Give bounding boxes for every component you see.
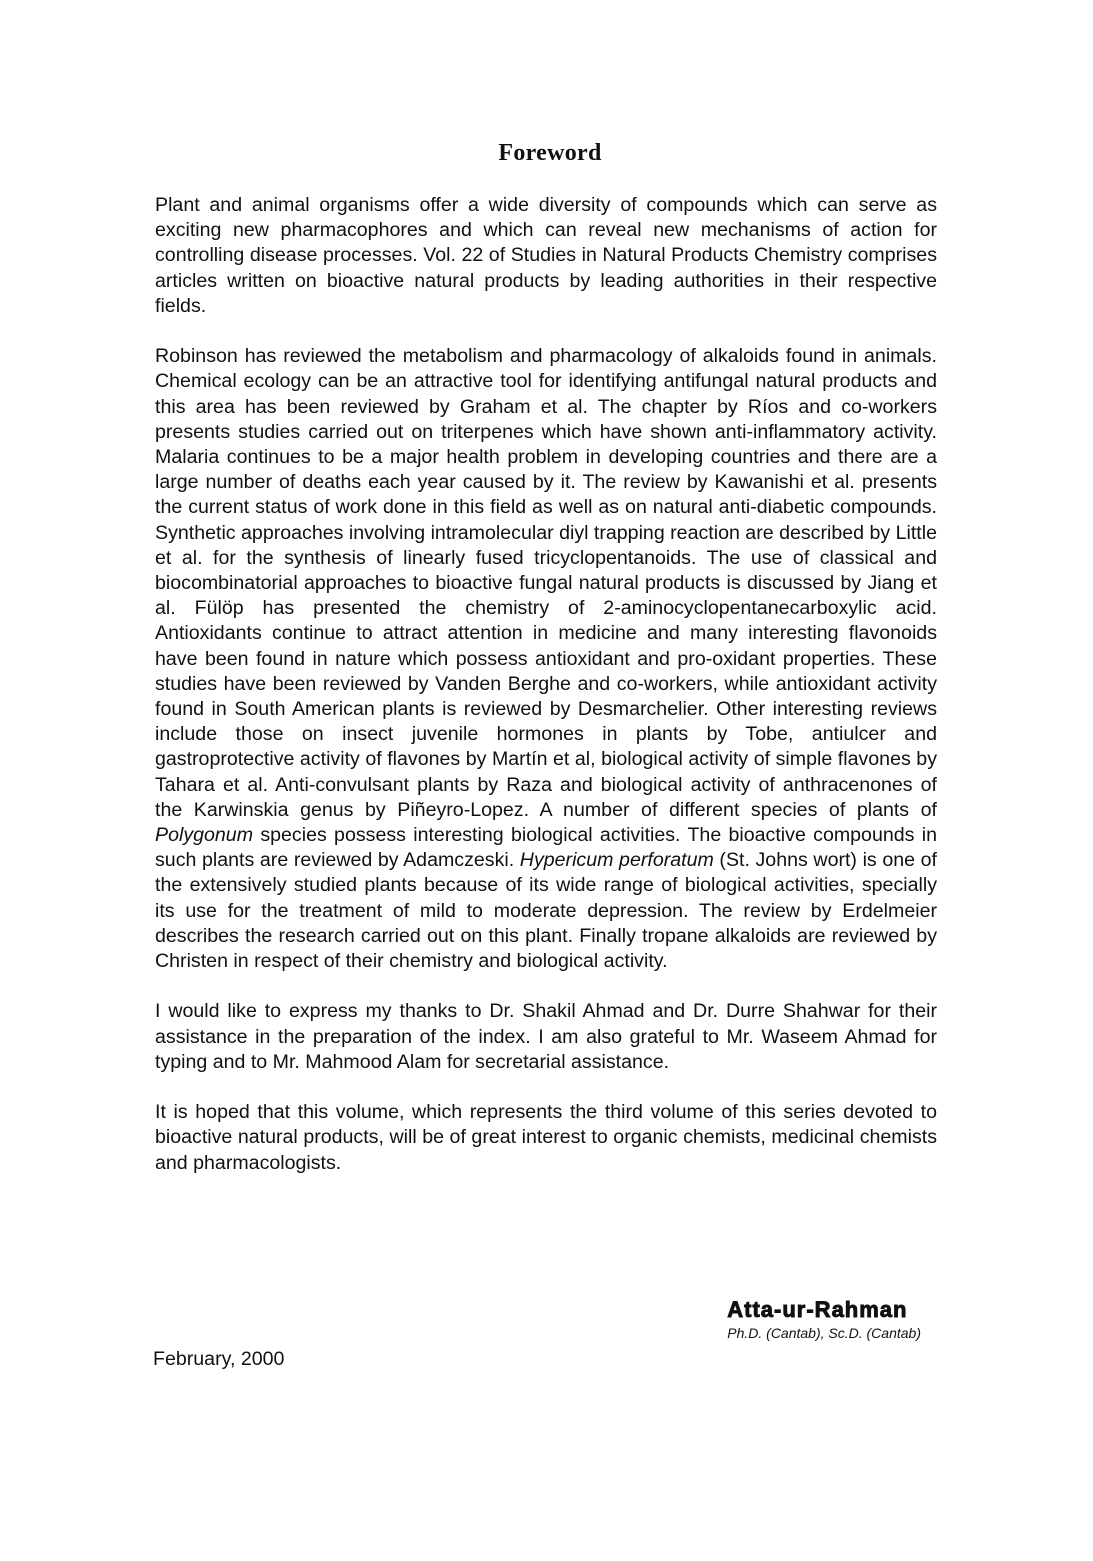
paragraph-acknowledgements: I would like to express my thanks to Dr. Shakil Ahmad and Dr. Durre Shahwar for their assistance in the preparation of the index. I am also grateful to Mr. Waseem Ahmad for typing and to Mr. Mahmood Alam for secretarial assistance. bbox=[155, 1000, 937, 1073]
reviews-text-part-3: (St. Johns wort) is one of the extensively studied plants because of its wide range of biological activities, specially its use for the treatment of mild to moderate depression. The review by Erdelmeier describes the research carried out on this plant. Finally tropane alkaloids are reviewed by Christen in respect of their chemistry and biological activity. bbox=[155, 849, 937, 973]
author-credentials: Ph.D. (Cantab), Sc.D. (Cantab) bbox=[727, 1325, 921, 1341]
italic-polygonum: Polygonum bbox=[155, 824, 254, 847]
page-title: Foreword bbox=[498, 140, 602, 166]
foreword-body bbox=[155, 193, 937, 1201]
reviews-text-part-1: Robinson has reviewed the metabolism and pharmacology of alkaloids found in animals. Chemical ecology can be an attractive tool for identifying antifungal natural products and this area has been reviewed by Graham et al. The chapter by Ríos and co-workers presents studies carried out on triterpenes which have shown anti-inflammatory activity. Malaria continues to be a major health problem in developing countries and there are a large number of deaths each year caused by it. The review by Kawanishi et al. presents the current status of work done in this field as well as on natural anti-diabetic compounds. Synthetic approaches involving intramolecular diyl trapping reaction are described by Little et al. for the synthesis of linearly fused tricyclopentanoids. The use of classical and biocombinatorial approaches to bioactive fungal natural products is discussed by Jiang et al. Fülöp has presented the chemistry of 2-aminocyclopentanecarboxylic acid. Antioxidants continue to attract attention in medicine and many interesting flavonoids have been found in nature which possess antioxidant and pro-oxidant properties. These studies have been reviewed by Vanden Berghe and co-workers, while antioxidant activity found in South American plants is reviewed by Desmarchelier. Other interesting reviews include those on insect juvenile hormones in plants by Tobe, antiulcer and gastroprotective activity of flavones by Martín et al, biological activity of simple flavones by Tahara et al. Anti-convulsant plants by Raza and biological activity of anthracenones of the Karwinskia genus by Piñeyro-Lopez. A number of different species of plants of bbox=[155, 345, 937, 821]
paragraph-intro: Plant and animal organisms offer a wide diversity of compounds which can serve as exciting new pharmacophores and which can reveal new mechanisms of action for controlling disease processes. Vol. 22 of Studies in Natural Products Chemistry comprises articles written on bioactive natural products by leading authorities in their respective fields. bbox=[155, 194, 937, 317]
reviews-text-part-2: species possess interesting biological activities. The bioactive compounds in such plants are reviewed by Adamczeski. bbox=[155, 824, 937, 872]
signature-block bbox=[727, 1297, 921, 1342]
paragraph-reviews bbox=[155, 344, 937, 974]
italic-hypericum: Hypericum perforatum bbox=[519, 849, 714, 872]
author-name: Atta-ur-Rahman bbox=[727, 1297, 908, 1322]
paragraph-closing: It is hoped that this volume, which represents the third volume of this series devoted to bioactive natural products, will be of great interest to organic chemists, medicinal chemists and pharmacologists. bbox=[155, 1101, 937, 1174]
date-line: February, 2000 bbox=[153, 1348, 285, 1370]
